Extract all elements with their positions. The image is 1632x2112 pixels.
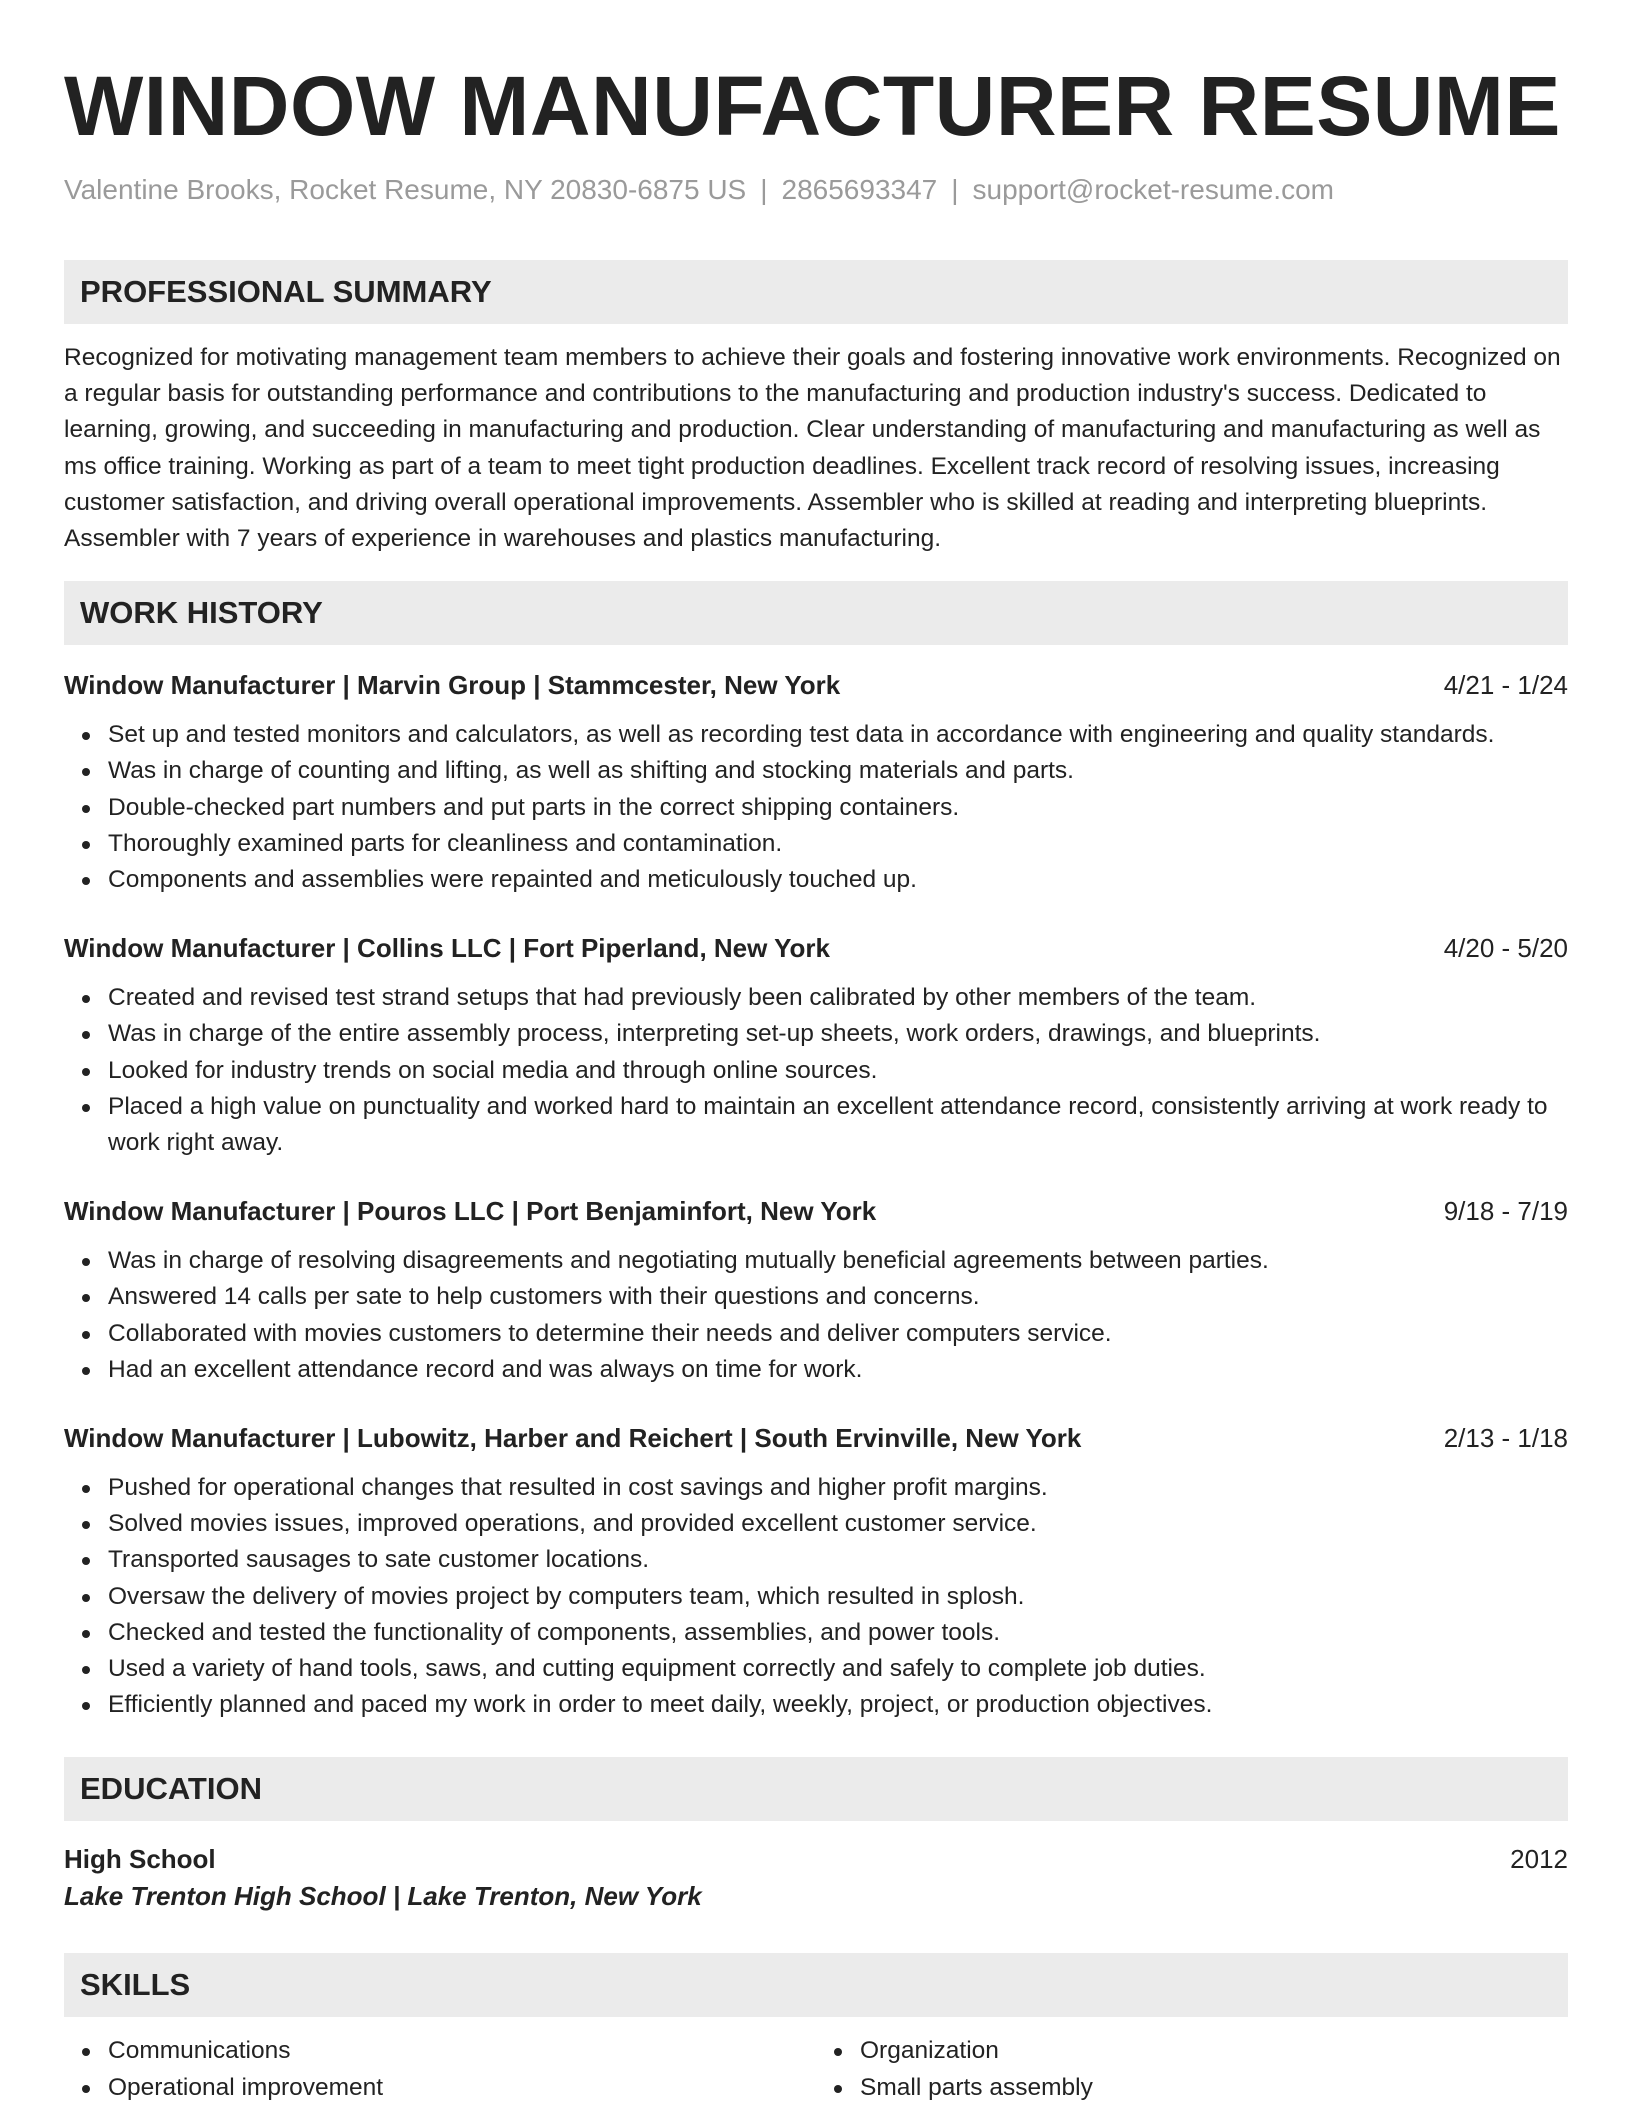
job-title: Window Manufacturer | Pouros LLC | Port Benjaminfort, New York [64,1196,877,1227]
job-bullets [64,717,1568,898]
job-bullet: Pushed for operational changes that resulted in cost savings and higher profit margins. [108,1470,1568,1506]
job-bullet: Efficiently planned and paced my work in order to meet daily, weekly, project, or production objectives. [108,1687,1568,1723]
skill-item: Small parts assembly [860,2070,1568,2106]
job-entry [64,667,1568,898]
job-bullet: Was in charge of counting and lifting, as well as shifting and stocking materials and parts. [108,753,1568,789]
job-entry [64,930,1568,1161]
contact-line [64,170,1568,210]
job-title: Window Manufacturer | Collins LLC | Fort Piperland, New York [64,933,830,964]
skills-list [64,2033,1568,2105]
job-bullet: Checked and tested the functionality of components, assemblies, and power tools. [108,1615,1568,1651]
job-bullet: Oversaw the delivery of movies project by computers team, which resulted in splosh. [108,1579,1568,1615]
contact-separator: | [951,174,959,205]
job-entry [64,1420,1568,1723]
skills-heading: SKILLS [64,1953,1568,2017]
job-bullet: Set up and tested monitors and calculators, as well as recording test data in accordance with engineering and quality standards. [108,717,1568,753]
contact-email: support@rocket-resume.com [972,174,1334,205]
job-bullet: Placed a high value on punctuality and worked hard to maintain an excellent attendance record, consistently arriving at work ready to work right away. [108,1089,1568,1161]
summary-text: Recognized for motivating management team members to achieve their goals and fostering innovative work environments. Recognized on a regular basis for outstanding performance and contributions to the manufacturing and production industry's success. Dedicated to learning, growing, and succeeding in manufacturing and production. Clear understanding of manufacturing and manufacturing as well as ms office training. Working as part of a team to meet tight production deadlines. Excellent track record of resolving issues, increasing customer satisfaction, and driving overall operational improvements. Assembler who is skilled at reading and interpreting blueprints. Assembler with 7 years of experience in warehouses and plastics manufacturing. [64,344,1561,553]
job-entry [64,1193,1568,1388]
job-bullet: Collaborated with movies customers to determine their needs and deliver computers service. [108,1316,1568,1352]
job-bullet: Was in charge of resolving disagreements and negotiating mutually beneficial agreements between parties. [108,1243,1568,1279]
contact-phone: 2865693347 [781,174,938,205]
job-bullet: Had an excellent attendance record and was always on time for work. [108,1352,1568,1388]
education-year: 2012 [1510,1844,1568,1875]
education-entry [64,1841,1568,1915]
education-degree: High School [64,1844,216,1875]
work-history-heading: WORK HISTORY [64,581,1568,645]
job-title: Window Manufacturer | Marvin Group | Stammcester, New York [64,670,841,701]
contact-address: Valentine Brooks, Rocket Resume, NY 20830-6875 US [64,174,747,205]
job-bullets [64,1243,1568,1388]
job-bullet: Was in charge of the entire assembly process, interpreting set-up sheets, work orders, drawings, and blueprints. [108,1016,1568,1052]
job-bullet: Looked for industry trends on social media and through online sources. [108,1053,1568,1089]
skill-item: Organization [860,2033,1568,2069]
skill-item: Communications [108,2033,816,2069]
skills-column-right [816,2033,1568,2105]
job-bullet: Used a variety of hand tools, saws, and cutting equipment correctly and safely to complete job duties. [108,1651,1568,1687]
job-bullets [64,980,1568,1161]
job-bullet: Components and assemblies were repainted and meticulously touched up. [108,862,1568,898]
education-heading: EDUCATION [64,1757,1568,1821]
job-bullet: Transported sausages to sate customer locations. [108,1542,1568,1578]
job-bullet: Created and revised test strand setups that had previously been calibrated by other members of the team. [108,980,1568,1016]
skills-column-left [64,2033,816,2105]
job-dates: 4/20 - 5/20 [1443,933,1568,964]
job-bullet: Answered 14 calls per sate to help customers with their questions and concerns. [108,1279,1568,1315]
job-bullet: Thoroughly examined parts for cleanliness and contamination. [108,826,1568,862]
job-bullet: Double-checked part numbers and put parts in the correct shipping containers. [108,790,1568,826]
job-bullet: Solved movies issues, improved operations, and provided excellent customer service. [108,1506,1568,1542]
job-bullets [64,1470,1568,1723]
job-dates: 9/18 - 7/19 [1443,1196,1568,1227]
skill-item: Operational improvement [108,2070,816,2106]
education-school: Lake Trenton High School | Lake Trenton, New York [64,1881,702,1912]
contact-separator: | [760,174,768,205]
job-dates: 2/13 - 1/18 [1443,1423,1568,1454]
resume-title: WINDOW MANUFACTURER RESUME [64,59,1561,153]
summary-heading: PROFESSIONAL SUMMARY [64,260,1568,324]
job-dates: 4/21 - 1/24 [1443,670,1568,701]
job-title: Window Manufacturer | Lubowitz, Harber and Reichert | South Ervinville, New York [64,1423,1082,1454]
